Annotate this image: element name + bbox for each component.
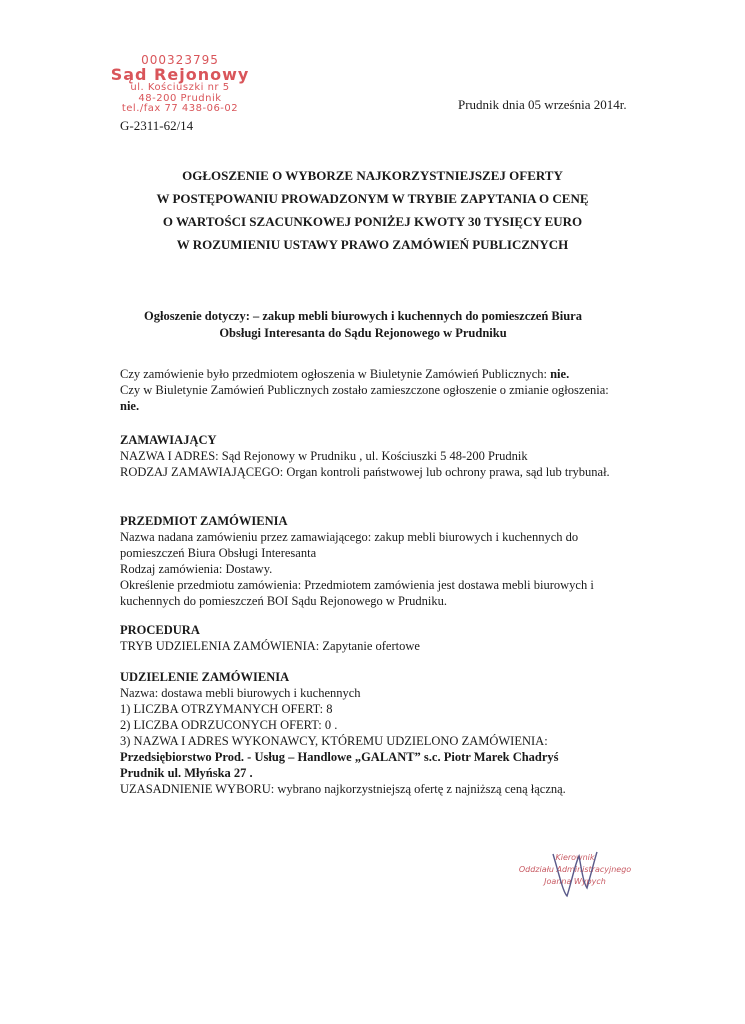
signature-title: Kierownik	[555, 853, 595, 862]
order-description: Określenie przedmiotu zamówienia: Przedmiotem zamówienia jest dostawa mebli biurowych i kuchennych do pomieszczeń BOI Sądu Rejonowego w Prudniku.	[120, 578, 594, 608]
subject-line: Ogłoszenie dotyczy: – zakup mebli biurowych i kuchennych do pomieszczeń Biura	[144, 309, 582, 323]
title-line: W POSTĘPOWANIU PROWADZONYM W TRYBIE ZAPYTANIA O CENĘ	[156, 191, 589, 206]
title-line: O WARTOŚCI SZACUNKOWEJ PONIŻEJ KWOTY 30 TYSIĘCY EURO	[162, 214, 583, 229]
signature-name: Joanna Wypych	[544, 877, 606, 886]
section-heading: UDZIELENIE ZAMÓWIENIA	[120, 670, 290, 684]
contractor-address: Prudnik ul. Młyńska 27 .	[120, 766, 253, 780]
bip-question-1: Czy zamówienie było przedmiotem ogłoszenia w Biuletynie Zamówień Publicznych: nie.	[120, 367, 570, 381]
authority-type: RODZAJ ZAMAWIAJĄCEGO: Organ kontroli państwowej lub ochrony prawa, sąd lub trybunał.	[120, 465, 610, 479]
subject-line: Obsługi Interesanta do Sądu Rejonowego w Prudniku	[219, 326, 507, 340]
bip-section	[120, 366, 630, 414]
section-heading: PROCEDURA	[120, 623, 200, 637]
place-date: Prudnik dnia 05 września 2014r.	[458, 97, 627, 112]
contracting-authority-section	[120, 432, 630, 480]
contractor-name: Przedsiębiorstwo Prod. - Usług – Handlowe „GALANT” s.c. Piotr Marek Chadryś	[120, 750, 559, 764]
signature-department: Oddziału Administracyjnego	[518, 865, 632, 874]
offers-rejected: 2) LICZBA ODRZUCONYCH OFERT: 0 .	[120, 718, 338, 732]
stamp-city: 48-200 Prudnik	[138, 92, 222, 104]
court-stamp	[100, 54, 260, 115]
stamp-phone: tel./fax 77 438-06-02	[121, 103, 239, 115]
subject-of-order-section	[120, 513, 630, 609]
award-name: Nazwa: dostawa mebli biurowych i kuchennych	[120, 686, 361, 700]
signature-stamp	[505, 852, 645, 888]
selection-justification: UZASADNIENIE WYBORU: wybrano najkorzystniejszą ofertę z najniższą ceną łączną.	[120, 782, 566, 796]
authority-address: NAZWA I ADRES: Sąd Rejonowy w Prudniku , ul. Kościuszki 5 48-200 Prudnik	[120, 449, 528, 463]
announcement-subject	[118, 308, 608, 342]
procedure-section	[120, 622, 630, 654]
award-section	[120, 669, 630, 797]
handwritten-signature-icon	[545, 844, 605, 904]
title-line: W ROZUMIENIU USTAWY PRAWO ZAMÓWIEŃ PUBLICZNYCH	[176, 237, 569, 252]
order-kind: Rodzaj zamówienia: Dostawy.	[120, 562, 273, 576]
section-heading: PRZEDMIOT ZAMÓWIENIA	[120, 514, 288, 528]
bip-question-2: Czy w Biuletynie Zamówień Publicznych zostało zamieszczone ogłoszenie o zmianie ogłoszenia: nie.	[120, 383, 609, 413]
document-title	[70, 164, 675, 256]
order-name: Nazwa nadana zamówieniu przez zamawiającego: zakup mebli biurowych i kuchennych do pomieszczeń Biura Obsługi Interesanta	[120, 530, 579, 560]
title-line: OGŁOSZENIE O WYBORZE NAJKORZYSTNIEJSZEJ OFERTY	[182, 168, 563, 183]
contractor-label: 3) NAZWA I ADRES WYKONAWCY, KTÓREMU UDZIELONO ZAMÓWIENIA:	[120, 734, 548, 748]
case-number: G-2311-62/14	[120, 118, 194, 133]
offers-received: 1) LICZBA OTRZYMANYCH OFERT: 8	[120, 702, 333, 716]
procedure-mode: TRYB UDZIELENIA ZAMÓWIENIA: Zapytanie ofertowe	[120, 639, 420, 653]
section-heading: ZAMAWIAJĄCY	[120, 433, 217, 447]
stamp-number: 000323795	[141, 53, 219, 67]
stamp-street: ul. Kościuszki nr 5	[130, 82, 230, 94]
stamp-court-name: Sąd Rejonowy	[110, 64, 250, 84]
